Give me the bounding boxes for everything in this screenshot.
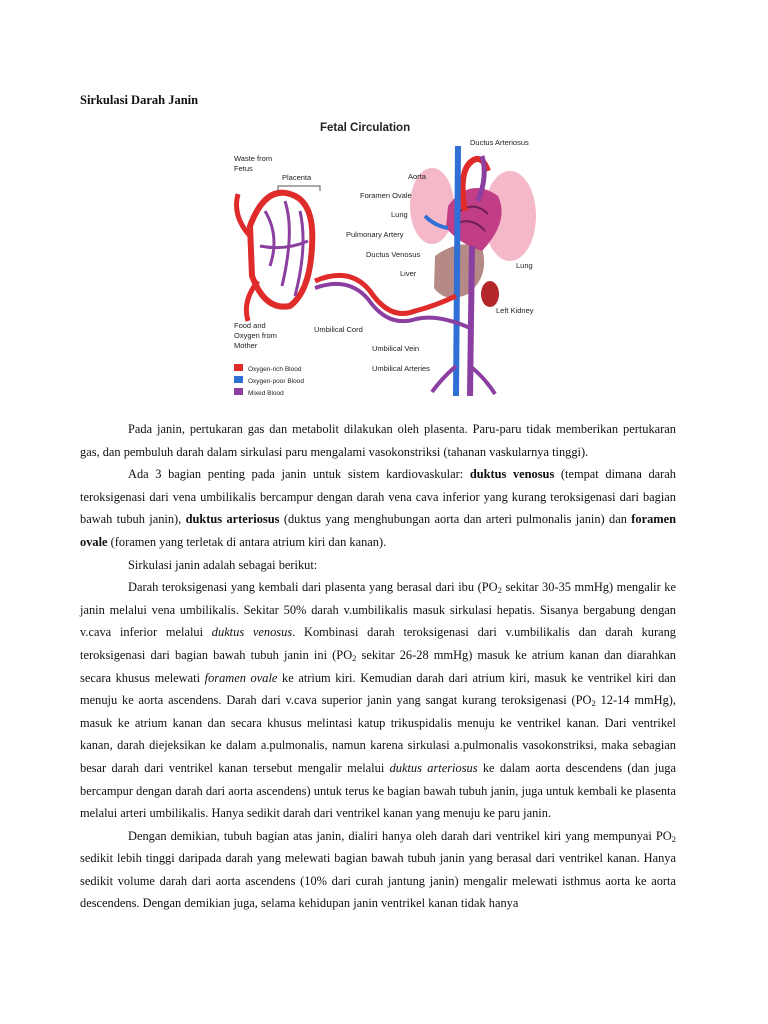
- term-foramen-ovale: foramen ovale: [80, 512, 676, 549]
- label-food-and: Food and: [234, 321, 266, 330]
- legend-swatch-oxygen-poor: [234, 376, 243, 383]
- label-ductus-venosus: Ductus Venosus: [366, 250, 421, 259]
- term-duktus-arteriosus: duktus arteriosus: [185, 512, 280, 527]
- vena-cava-vessel: [456, 146, 458, 396]
- label-lung-right: Lung: [516, 261, 533, 270]
- label-liver: Liver: [400, 269, 417, 278]
- fetal-circulation-illustration: [220, 116, 550, 406]
- label-placenta: Placenta: [282, 173, 312, 182]
- label-umbilical-arteries: Umbilical Arteries: [372, 364, 430, 373]
- term-duktus-venosus-italic: duktus venosus: [211, 625, 293, 640]
- legend-label-mixed: Mixed Blood: [248, 390, 284, 397]
- label-left-kidney: Left Kidney: [496, 306, 534, 315]
- legend-label-oxygen-poor: Oxygen-poor Blood: [248, 378, 305, 385]
- paragraph-5: Dengan demikian, tubuh bagian atas janin, dialiri hanya oleh darah dari ventrikel kiri yang mempunyai $PO_2$ sedikit lebih tinggi daripada darah yang melewati bagian bawah tubuh janin yang berasal dari ventrikel kanan. Hanya sedikit volume darah dari aorta ascendens (10% dari curah jantung janin) mengalir melewati isthmus aorta ke aorta descendens. Dengan demikian juga, selama kehidupan janin ventrikel kanan tidak hanya: [80, 828, 676, 911]
- legend: [234, 364, 304, 397]
- body-text: [80, 418, 676, 915]
- label-mother: Mother: [234, 341, 258, 350]
- label-foramen-ovale: Foramen Ovale: [360, 191, 412, 200]
- legend-label-oxygen-rich: Oxygen-rich Blood: [248, 366, 302, 373]
- label-umbilical-cord: Umbilical Cord: [314, 325, 363, 334]
- figure-title: Fetal Circulation: [320, 122, 411, 134]
- paragraph-4: Darah teroksigenasi yang kembali dari plasenta yang berasal dari ibu ($PO_2$ sekitar 30-35 mmHg) mengalir ke janin melalui vena umbilikalis. Sekitar 50% darah v.umbilikalis masuk sirkulasi hepatis. Sisanya bergabung dengan v.cava inferior melalui duktus venosus. Kombinasi darah teroksigenasi dari v.umbilikalis dan darah kurang teroksigenasi dari bagian bawah tubuh janin ini ($PO_2$ sekitar 26-28 mmHg) masuk ke atrium kanan dan diarahkan secara khusus melewati foramen ovale ke atrium kiri. Kemudian darah dari atrium kiri, masuk ke ventrikel kiri dan menuju ke aorta ascendens. Darah dari v.cava superior janin yang sangat kurang teroksigenasi ($PO_2$ 12-14 mmHg), masuk ke atrium kanan dan secara khusus melintasi katup trikuspidalis menuju ke ventrikel kanan. Dari ventrikel kanan, darah diejeksikan ke dalam a.pulmonalis, namun karena sirkulasi a.pulmonalis vasokonstriksi, maka sebagian besar darah dari ventrikel kanan tersebut mengalir melalui duktus arteriosus ke dalam aorta descendens (dan juga bercampur dengan darah dari aorta ascendens) untuk terus ke bagian bawah tubuh janin, juga untuk kembali ke plasenta melalui arteri umbilikalis. Hanya sedikit darah dari ventrikel kanan yang menuju ke paru janin.: [80, 580, 677, 821]
- label-ductus-arteriosus: Ductus Arteriosus: [470, 138, 529, 147]
- placenta-vessels: [260, 201, 308, 296]
- label-lung: Lung: [391, 210, 408, 219]
- label-oxygen-from: Oxygen from: [234, 331, 277, 340]
- legend-swatch-oxygen-rich: [234, 364, 243, 371]
- paragraph-1: Pada janin, pertukaran gas dan metabolit dilakukan oleh plasenta. Paru-paru tidak memberikan pertukaran gas, dan pembuluh darah dalam sirkulasi paru mengalami vasokonstriksi (tahanan vaskularnya tinggi).: [80, 422, 676, 459]
- label-umbilical-vein: Umbilical Vein: [372, 344, 420, 353]
- label-fetus: Fetus: [234, 164, 253, 173]
- paragraph-3: Sirkulasi janin adalah sebagai berikut:: [128, 557, 318, 572]
- placenta-arrow-out: [246, 281, 258, 321]
- term-foramen-ovale-italic: foramen ovale: [204, 670, 278, 685]
- paragraph-2: Ada 3 bagian penting pada janin untuk sistem kardiovaskular: duktus venosus (tempat dimana darah teroksigenasi dari vena umbilikalis bercampur dengan darah vena cava inferior yang kurang teroksigenasi dari bagian bawah tubuh janin), duktus arteriosus (duktus yang menghubungan aorta dan arteri pulmonalis janin) dan foramen ovale (foramen yang terletak di antara atrium kiri dan kanan).: [80, 467, 676, 549]
- label-pulmonary-artery: Pulmonary Artery: [346, 230, 404, 239]
- term-duktus-arteriosus-italic: duktus arteriosus: [389, 760, 478, 775]
- branch-arteries: [432, 366, 495, 394]
- document-title: Sirkulasi Darah Janin: [80, 93, 199, 107]
- descending-aorta-vessel: [470, 246, 472, 396]
- term-duktus-venosus: duktus venosus: [469, 467, 555, 482]
- legend-swatch-mixed: [234, 388, 243, 395]
- label-aorta: Aorta: [408, 172, 426, 181]
- fetal-circulation-figure: [220, 116, 550, 406]
- placenta-arrow-in: [237, 194, 251, 236]
- label-waste-from: Waste from: [234, 154, 273, 163]
- left-kidney-shape: [481, 281, 499, 307]
